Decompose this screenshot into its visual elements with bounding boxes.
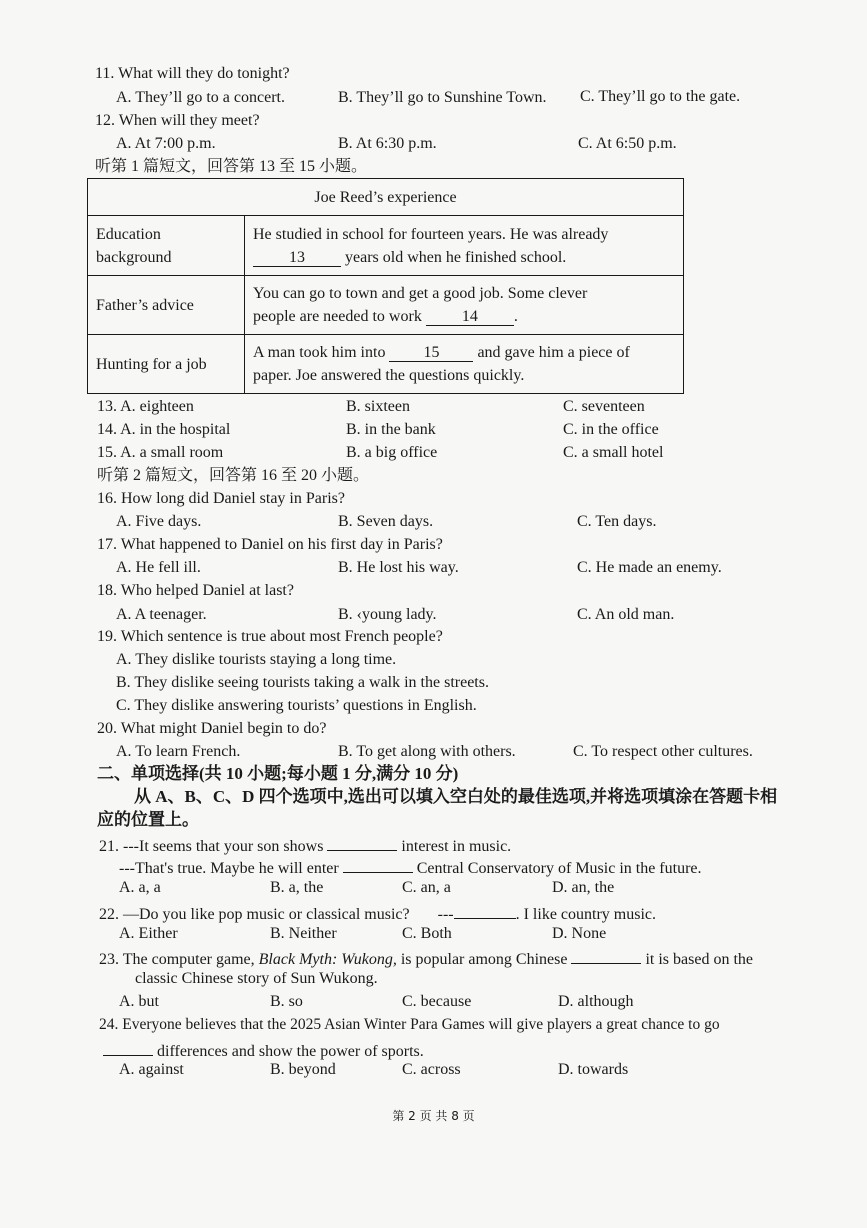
q23-option-d: D. although [558, 993, 634, 1010]
q21-line1: 21. ---It seems that your son shows interest in music. [99, 833, 511, 857]
q11-option-c: C. They’ll go to the gate. [580, 88, 741, 105]
q19-option-a: A. They dislike tourists staying a long time. [116, 651, 397, 668]
q19-option-c: C. They dislike answering tourists’ questions in English. [116, 697, 477, 714]
q18-option-a: A. A teenager. [116, 606, 207, 623]
q15-option-c: C. a small hotel [563, 444, 664, 461]
row-label-hunting-job: Hunting for a job [88, 335, 245, 394]
q24-option-c: C. across [402, 1061, 461, 1078]
q21-option-c: C. an, a [402, 879, 451, 896]
game-title: Black Myth: Wukong, [258, 951, 397, 968]
q23-option-c: C. because [402, 993, 472, 1010]
q19-stem: 19. Which sentence is true about most French people? [97, 628, 443, 645]
q20-option-a: A. To learn French. [116, 743, 241, 760]
q12-option-a: A. At 7:00 p.m. [116, 135, 216, 152]
q22-blank [454, 901, 516, 919]
q21-blank-1 [327, 833, 397, 851]
blank-13: 13 [253, 249, 341, 267]
q24-blank [103, 1038, 153, 1056]
q23-blank [571, 946, 641, 964]
q23-line1: 23. The computer game, Black Myth: Wukong, is popular among Chinese it is based on the [99, 946, 753, 970]
q23-option-a: A. but [119, 993, 159, 1010]
q24-line1: 24. Everyone believes that the 2025 Asian Winter Para Games will give players a great chance to go [99, 1016, 720, 1033]
section2-instruction-line1: 从 A、B、C、D 四个选项中,选出可以填入空白处的最佳选项,并将选项填涂在答题卡相 [134, 787, 778, 806]
q18-option-c: C. An old man. [577, 606, 675, 623]
page-footer: 第 2 页 共 8 页 [392, 1109, 475, 1123]
q17-option-c: C. He made an enemy. [577, 559, 722, 576]
q22-option-d: D. None [552, 925, 607, 942]
q14-option-a: 14. A. in the hospital [97, 421, 231, 438]
q21-option-b: B. a, the [270, 879, 324, 896]
q21-line2: ---That's true. Maybe he will enter Central Conservatory of Music in the future. [119, 855, 702, 879]
blank-15: 15 [389, 344, 473, 362]
q12-option-b: B. At 6:30 p.m. [338, 135, 437, 152]
q17-option-b: B. He lost his way. [338, 559, 459, 576]
section2-instruction-line2: 应的位置上。 [97, 810, 199, 829]
q11-stem: 11. What will they do tonight? [95, 65, 290, 82]
row-content-hunting-job: A man took him into 15 and gave him a piece of paper. Joe answered the questions quickly. [245, 335, 684, 394]
q22-option-c: C. Both [402, 925, 452, 942]
q24-line2: differences and show the power of sports. [103, 1038, 424, 1062]
q17-stem: 17. What happened to Daniel on his first day in Paris? [97, 536, 443, 553]
q12-stem: 12. When will they meet? [95, 112, 260, 129]
q21-blank-2 [343, 855, 413, 873]
row-content-father-advice: You can go to town and get a good job. Some clever people are needed to work 14 . [245, 276, 684, 335]
passage1-instruction: 听第 1 篇短文，回答第 13 至 15 小题。 [95, 158, 368, 175]
q18-stem: 18. Who helped Daniel at last? [97, 582, 294, 599]
row-label-father-advice: Father’s advice [88, 276, 245, 335]
q15-option-b: B. a big office [346, 444, 438, 461]
joe-reed-table [87, 178, 684, 394]
q14-option-c: C. in the office [563, 421, 659, 438]
row-label-education: Education background [88, 216, 245, 276]
q16-option-a: A. Five days. [116, 513, 202, 530]
q24-option-d: D. towards [558, 1061, 629, 1078]
q14-option-b: B. in the bank [346, 421, 436, 438]
table-title: Joe Reed’s experience [88, 179, 684, 216]
section2-heading: 二、单项选择(共 10 小题;每小题 1 分,满分 10 分) [97, 764, 459, 783]
q24-option-a: A. against [119, 1061, 184, 1078]
q16-option-c: C. Ten days. [577, 513, 657, 530]
q20-stem: 20. What might Daniel begin to do? [97, 720, 327, 737]
q15-option-a: 15. A. a small room [97, 444, 224, 461]
q21-option-d: D. an, the [552, 879, 615, 896]
q19-option-b: B. They dislike seeing tourists taking a walk in the streets. [116, 674, 489, 691]
q21-option-a: A. a, a [119, 879, 161, 896]
passage2-instruction: 听第 2 篇短文，回答第 16 至 20 小题。 [97, 467, 370, 484]
q20-option-b: B. To get along with others. [338, 743, 516, 760]
q11-option-b: B. They’ll go to Sunshine Town. [338, 89, 547, 106]
blank-14: 14 [426, 308, 514, 326]
q18-option-b: B. ‹young lady. [338, 606, 437, 623]
q11-option-a: A. They’ll go to a concert. [116, 89, 285, 106]
q13-option-b: B. sixteen [346, 398, 410, 415]
q16-option-b: B. Seven days. [338, 513, 434, 530]
q22-option-a: A. Either [119, 925, 178, 942]
q12-option-c: C. At 6:50 p.m. [578, 135, 677, 152]
q13-option-c: C. seventeen [563, 398, 645, 415]
q23-line2: classic Chinese story of Sun Wukong. [135, 970, 378, 987]
q22-option-b: B. Neither [270, 925, 337, 942]
q13-option-a: 13. A. eighteen [97, 398, 194, 415]
q17-option-a: A. He fell ill. [116, 559, 201, 576]
q20-option-c: C. To respect other cultures. [573, 743, 753, 760]
q16-stem: 16. How long did Daniel stay in Paris? [97, 490, 345, 507]
row-content-education: He studied in school for fourteen years. He was already 13 years old when he finished school. [245, 216, 684, 276]
q22-line1: 22. —Do you like pop music or classical music? --- . I like country music. [99, 901, 656, 925]
q23-option-b: B. so [270, 993, 303, 1010]
q24-option-b: B. beyond [270, 1061, 336, 1078]
